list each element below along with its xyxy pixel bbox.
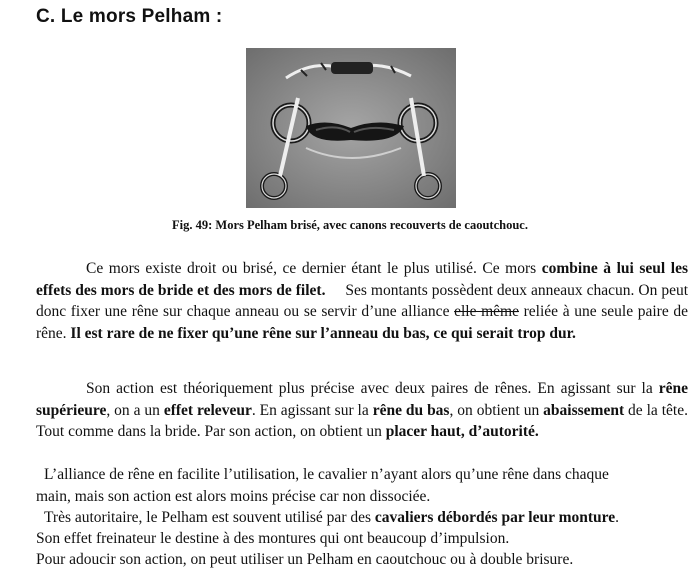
p1-bold-1: combine à lui seul les effets des mors de bride et des mors de filet. [36, 260, 688, 299]
p1-text-3: reliée à une seule paire de rêne. [36, 303, 688, 342]
p2-text-5: de la tête. Tout comme dans la bride. Par son action, on obtient un [36, 401, 688, 440]
p1-strike-1: elle même [454, 303, 519, 320]
pelham-bit-photo [246, 48, 456, 208]
paragraph-1 [36, 258, 692, 344]
paragraph-2 [36, 378, 688, 443]
p1-bold-2: Il est rare de ne fixer qu’une rêne sur l’anneau du bas, ce qui serait trop dur. [70, 324, 576, 342]
p4-bold-1: cavaliers débordés par leur monture [374, 509, 616, 526]
paragraph-4-line-1 [36, 507, 688, 529]
paragraph-3-line-1: L’alliance de rêne en facilite l’utilisation, le cavalier n’ayant alors qu’une rêne dans chaque [44, 466, 609, 483]
p2-bold-3: rêne du bas [372, 401, 450, 419]
p2-bold-2: effet releveur [163, 401, 252, 419]
figure-caption: Fig. 49: Mors Pelham brisé, avec canons recouverts de caoutchouc. [172, 218, 528, 232]
p1-text-2: Ses montants possèdent deux anneaux chacun. On peut donc fixer une rêne sur chaque anneau ou se servir d’une alliance [36, 281, 692, 320]
paragraph-4-line-3: Pour adoucir son action, on peut utiliser un Pelham en caoutchouc ou à double brisure. [36, 551, 574, 568]
p2-bold-1: rêne supérieure [36, 380, 688, 419]
p2-bold-4: abaissement [543, 401, 625, 419]
p2-text-1: Son action est théoriquement plus précise avec deux paires de rênes. En agissant sur la [86, 380, 659, 397]
p2-text-3: . En agissant sur la [251, 401, 373, 419]
p1-text-1: Ce mors existe droit ou brisé, ce dernier étant le plus utilisé. Ce mors [86, 260, 542, 277]
paragraph-4-line-2: Son effet freinateur le destine à des montures qui ont beaucoup d’impulsion. [36, 530, 510, 547]
pelham-bit-illustration [246, 48, 456, 208]
p2-text-2: , on a un [106, 401, 164, 419]
p4-text-2: . [615, 509, 620, 526]
p2-bold-5: placer haut, d’autorité. [385, 423, 539, 440]
section-heading: C. Le mors Pelham : [36, 6, 223, 27]
paragraph-3-line-2: main, mais son action est alors moins précise car non dissociée. [36, 488, 431, 505]
p2-text-4: , on obtient un [449, 401, 544, 419]
p4-text-1: Très autoritaire, le Pelham est souvent utilisé par des [44, 509, 375, 526]
